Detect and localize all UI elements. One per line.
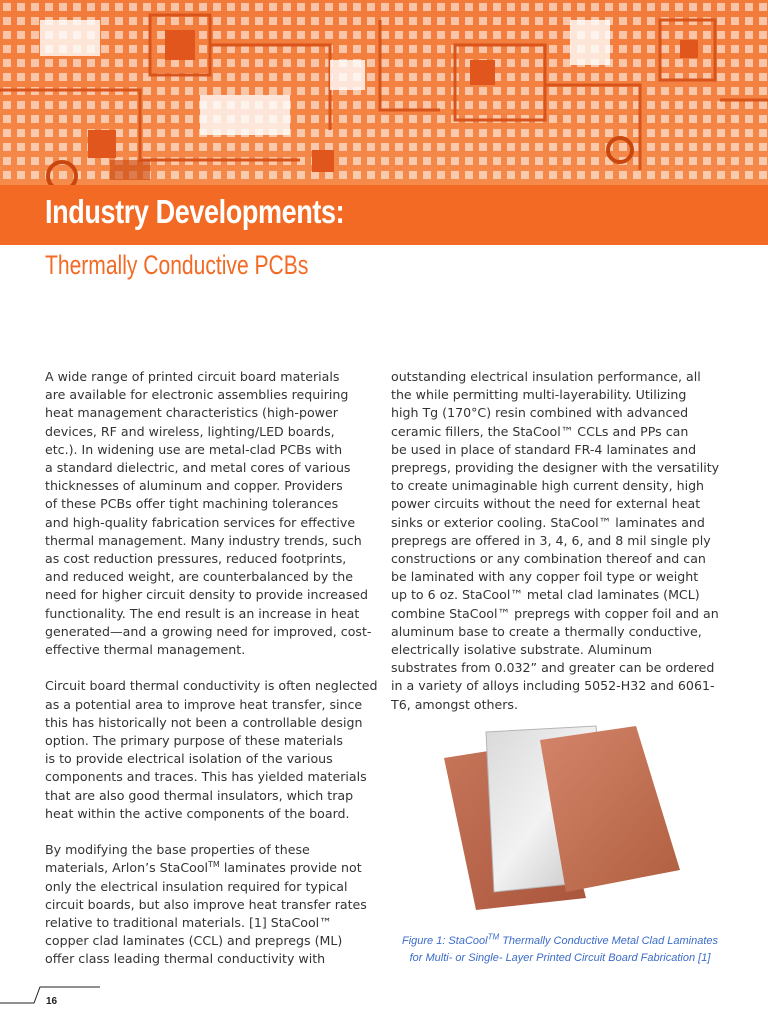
- text-line: constructions or any combination thereof and can: [391, 551, 706, 567]
- text-line: outstanding electrical insulation performance, all: [391, 369, 701, 384]
- text-line: functionality. The end result is an increase in heat: [45, 605, 360, 621]
- paragraph-1: [45, 368, 383, 659]
- text-line: circuit boards, but also improve heat transfer rates: [45, 896, 367, 912]
- text-line: that are also good thermal insulators, which trap: [45, 787, 354, 803]
- text-fragment: materials, Arlon’s StaCool: [45, 860, 209, 876]
- text-line: the while permitting multi-layerability. Utilizing: [391, 387, 687, 403]
- trademark-superscript: TM: [487, 932, 500, 942]
- laminate-sheets-photo: [436, 720, 686, 920]
- circuit-banner-image: [0, 0, 768, 185]
- text-line: heat management characteristics (high-power: [45, 405, 338, 421]
- left-column: [45, 368, 383, 969]
- text-line: electrically isolative substrate. Aluminum: [391, 642, 652, 658]
- text-line: be used in place of standard FR-4 laminates and: [391, 441, 697, 457]
- page-subtitle: Thermally Conductive PCBs: [45, 250, 309, 280]
- text-line: [45, 859, 383, 877]
- paragraph-3: [45, 841, 383, 968]
- text-line: relative to traditional materials. [1] StaCool™: [45, 915, 332, 931]
- text-line: prepregs, providing the designer with the versatility: [391, 460, 720, 476]
- text-line: is to provide electrical isolation of the various: [45, 751, 333, 767]
- text-line: ceramic fillers, the StaCool™ CCLs and PPs can: [391, 423, 689, 439]
- text-line: etc.). In widening use are metal-clad PCBs with: [45, 441, 343, 457]
- text-line: sinks or exterior cooling. StaCool™ laminates and: [391, 514, 705, 530]
- text-line: option. The primary purpose of these materials: [45, 733, 343, 749]
- text-line: thicknesses of aluminum and copper. Providers: [45, 478, 343, 494]
- text-line: generated—and a growing need for improved, cost-: [45, 623, 372, 639]
- text-line: are available for electronic assemblies requiring: [45, 387, 349, 403]
- page-number: 16: [46, 996, 58, 1007]
- text-line: prepregs are offered in 3, 4, 6, and 8 mil single ply: [391, 532, 711, 548]
- text-line: in a variety of alloys including 5052-H32 and 6061-: [391, 678, 715, 694]
- text-line: thermal management. Many industry trends, such: [45, 532, 362, 548]
- text-line: only the electrical insulation required for typical: [45, 878, 348, 894]
- text-line: power circuits without the need for external heat: [391, 496, 701, 512]
- text-line: By modifying the base properties of these: [45, 842, 310, 858]
- text-line: be laminated with any copper foil type or weight: [391, 569, 699, 585]
- caption-line-2: for Multi- or Single- Layer Printed Circuit Board Fabrication [1]: [409, 952, 711, 964]
- text-line: effective thermal management.: [45, 642, 246, 658]
- text-line: need for higher circuit density to provide increased: [45, 587, 369, 603]
- text-line: this has historically not been a controllable design: [45, 714, 363, 730]
- text-line: and reduced weight, are counterbalanced by the: [45, 569, 353, 585]
- paragraph-2: [45, 677, 383, 823]
- text-line: to create unimaginable high current density, high: [391, 478, 705, 494]
- paragraph-4: [391, 368, 731, 714]
- text-line: up to 6 oz. StaCool™ metal clad laminates (MCL): [391, 587, 700, 603]
- text-line: high Tg (170°C) resin combined with advanced: [391, 405, 689, 421]
- text-line: substrates from 0.032” and greater can be ordered: [391, 660, 715, 676]
- text-line: of these PCBs offer tight machining tolerances: [45, 496, 339, 512]
- trademark-superscript: TM: [208, 860, 220, 870]
- text-line: a standard dielectric, and metal cores of various: [45, 460, 351, 476]
- text-line: combine StaCool™ prepregs with copper foil and an: [391, 605, 719, 621]
- text-line: aluminum base to create a thermally conductive,: [391, 623, 702, 639]
- text-line: components and traces. This has yielded materials: [45, 769, 367, 785]
- text-line: Circuit board thermal conductivity is often neglected: [45, 678, 378, 694]
- caption-fragment: Figure 1: StaCool: [401, 935, 488, 947]
- text-line: heat within the active components of the board.: [45, 805, 350, 821]
- right-column: [391, 368, 731, 714]
- text-line: as cost reduction pressures, reduced footprints,: [45, 551, 347, 567]
- text-line: T6, amongst others.: [391, 696, 518, 712]
- text-line: devices, RF and wireless, lighting/LED boards,: [45, 423, 335, 439]
- figure-caption: [388, 933, 732, 967]
- text-line: copper clad laminates (CCL) and prepregs (ML): [45, 933, 343, 949]
- text-line: A wide range of printed circuit board materials: [45, 369, 340, 384]
- text-line: as a potential area to improve heat transfer, since: [45, 696, 363, 712]
- text-line: offer class leading thermal conductivity with: [45, 951, 326, 967]
- caption-fragment: Thermally Conductive Metal Clad Laminates: [499, 935, 719, 947]
- text-line: and high-quality fabrication services for effective: [45, 514, 356, 530]
- page-title: Industry Developments:: [45, 193, 345, 230]
- text-fragment: laminates provide not: [219, 860, 362, 876]
